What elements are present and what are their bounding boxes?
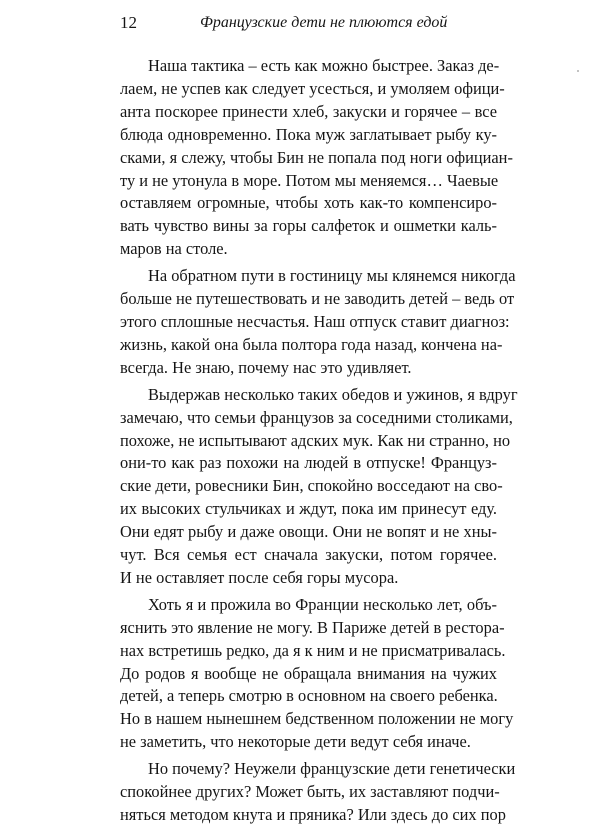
text-line: ские дети, ровесники Бин, спокойно восседают на сво- bbox=[120, 476, 503, 496]
text-line: больше не путешествовать и не заводить детей – ведь от bbox=[120, 289, 515, 309]
paragraph bbox=[120, 758, 516, 827]
text-line: нах встретишь редко, да я к ним и не присматривалась. bbox=[120, 640, 506, 660]
paragraph bbox=[120, 265, 516, 380]
text-line: всегда. Не знаю, почему нас это удивляет. bbox=[120, 357, 412, 377]
text-line: спокойнее других? Может быть, их заставляют подчи- bbox=[120, 782, 500, 802]
text-line: этого сплошные несчастья. Наш отпуск ставит диагноз: bbox=[120, 311, 510, 331]
text-line: детей, а теперь смотрю в основном на своего ребенка. bbox=[120, 686, 498, 706]
text-line: яснить это явление не могу. В Париже детей в рестора- bbox=[120, 617, 505, 637]
text-line: анта поскорее принести хлеб, закуски и горячее – все bbox=[120, 101, 497, 121]
paragraph bbox=[120, 55, 513, 261]
text-line: вать чувство вины за горы салфеток и ошметки каль- bbox=[120, 216, 497, 236]
text-line: няться методом кнута и пряника? Или здесь до сих пор bbox=[120, 805, 506, 824]
text-line: Но в нашем нынешнем бедственном положении не могу bbox=[120, 709, 514, 729]
paragraph bbox=[120, 384, 518, 590]
text-line: их высоких стульчиках и ждут, пока им принесут еду. bbox=[120, 499, 497, 519]
page-number: 12 bbox=[120, 13, 137, 32]
text-line: Они едят рыбу и даже овощи. Они не вопят и не хны- bbox=[120, 522, 497, 542]
page-header bbox=[120, 12, 520, 36]
text-line: не заметить, что некоторые дети ведут себя иначе. bbox=[120, 732, 471, 752]
text-line: они-то как раз похожи на людей в отпуске! Француз- bbox=[120, 453, 497, 473]
text-line: Хоть я и прожила во Франции несколько лет, объ- bbox=[148, 594, 497, 614]
text-line: жизнь, какой она была полтора года назад, кончена на- bbox=[120, 334, 503, 354]
text-line: блюда одновременно. Пока муж заглатывает рыбу ку- bbox=[120, 124, 497, 144]
text-line: оставляем огромные, чтобы хоть как-то компенсиро- bbox=[120, 193, 497, 213]
text-line: И не оставляет после себя горы мусора. bbox=[120, 567, 399, 587]
scan-speck bbox=[577, 70, 579, 72]
text-line: До родов я вообще не обращала внимания на чужих bbox=[120, 663, 497, 683]
text-line: сками, я слежу, чтобы Бин не попала под ноги официан- bbox=[120, 147, 513, 167]
text-line: ту и не утонула в море. Потом мы меняемся… Чаевые bbox=[120, 170, 499, 190]
text-line: лаем, не успев как следует усесться, и умоляем офици- bbox=[120, 78, 505, 98]
text-line: На обратном пути в гостиницу мы клянемся никогда bbox=[148, 266, 516, 286]
paragraph bbox=[120, 594, 514, 754]
text-line: замечаю, что семьи французов за соседними столиками, bbox=[120, 407, 513, 427]
body-text bbox=[120, 55, 518, 827]
text-line: Наша тактика – есть как можно быстрее. Заказ де- bbox=[148, 56, 500, 75]
running-title: Французские дети не плюются едой bbox=[200, 14, 448, 31]
text-line: похоже, не испытывают адских мук. Как ни странно, но bbox=[120, 430, 511, 450]
text-line: маров на столе. bbox=[120, 239, 228, 259]
text-line: Выдержав несколько таких обедов и ужинов, я вдруг bbox=[148, 384, 518, 404]
text-line: Но почему? Неужели французские дети генетически bbox=[148, 759, 516, 779]
text-line: чут. Вся семья ест сначала закуски, потом горячее. bbox=[120, 545, 497, 565]
